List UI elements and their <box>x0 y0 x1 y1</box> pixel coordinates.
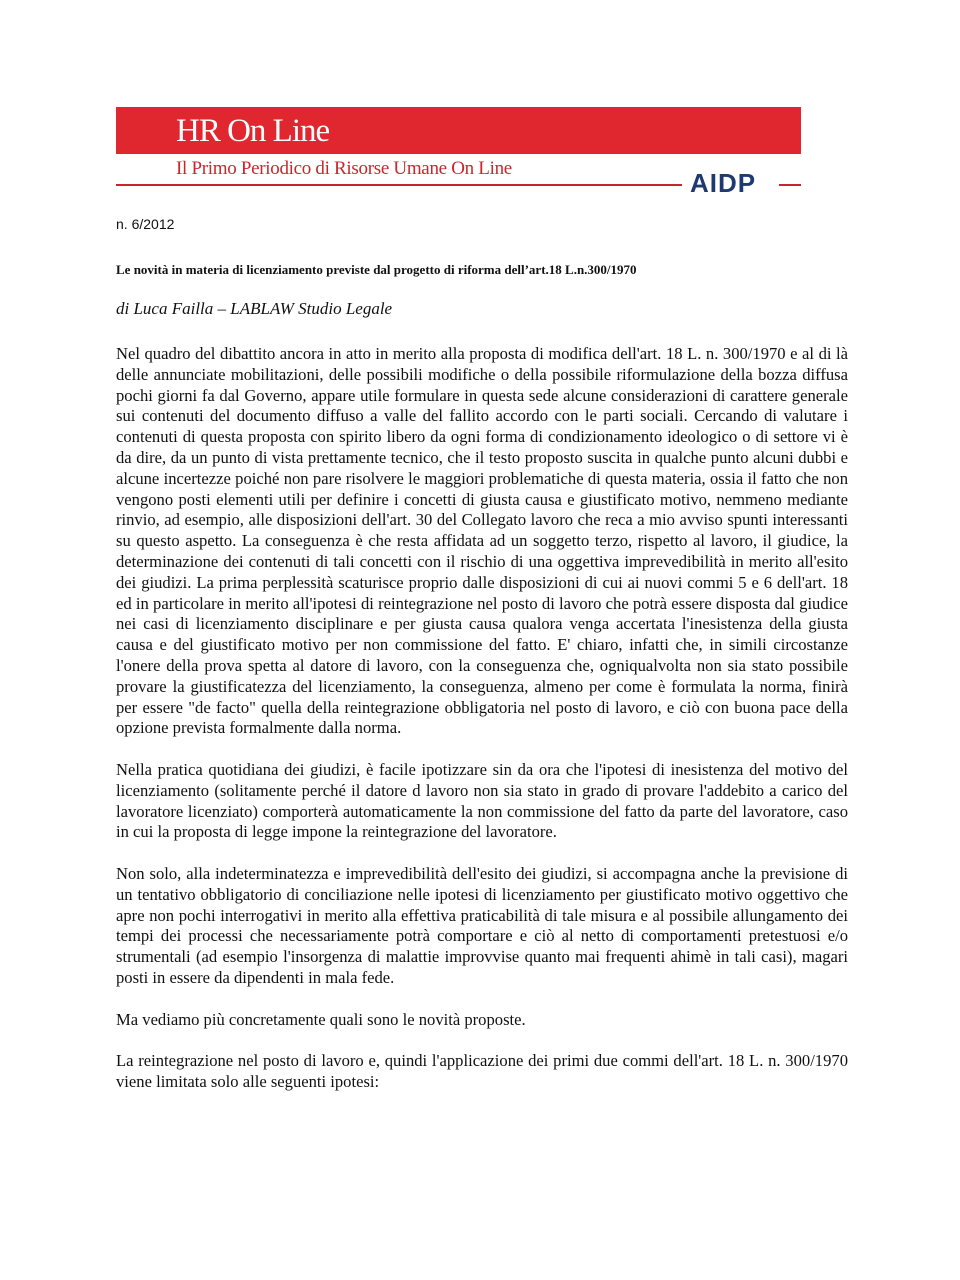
issue-number: n. 6/2012 <box>116 216 175 232</box>
paragraph: La reintegrazione nel posto di lavoro e, quindi l'applicazione dei primi due commi dell'art. 18 L. n. 300/1970 viene limitata solo alle seguenti ipotesi: <box>116 1051 848 1091</box>
paragraph: Nel quadro del dibattito ancora in atto in merito alla proposta di modifica dell'art. 18 L. n. 300/1970 e al di là delle annunciate mobilitazioni, delle possibili modifiche o della possibile riformulazione della bozza diffusa pochi giorni fa dal Governo, appare utile formulare in questa sede alcune considerazioni di carattere generale sui contenuti del documento diffuso a valle del fallito accordo con le parti sociali. Cercando di valutare i contenuti di questa proposta con spirito libero da ogni forma di condizionamento ideologico o di settore vi è da dire, da un punto di vista prettamente tecnico, che il testo proposto suscita in qualche punto alcuni dubbi e alcune incertezze poiché non pare risolvere le maggiori problematiche di questa materia, ossia il fatto che non vengono posti elementi utili per definire i concetti di giusta causa e giustificato motivo, nemmeno mediante rinvio, ad esempio, alle disposizioni dell'art. 30 del Collegato lavoro che reca a mio avviso spunti interessanti su questo aspetto. La conseguenza è che resta affidata ad un soggetto terzo, rispetto al lavoro, il giudice, la determinazione dei contenuti di tali concetti con il rischio di una oggettiva imprevedibilità in merito all'esito dei giudizi. La prima perplessità scaturisce proprio dalle disposizioni di cui ai nuovi commi 5 e 6 dell'art. 18 ed in particolare in merito all'ipotesi di reintegrazione nel posto di lavoro che potrà essere disposta dal giudice nei casi di licenziamento disciplinare e per giusta causa qualora venga accertata l'inesistenza della giusta causa e del giustificato motivo per non commissione del fatto. E' chiaro, infatti che, in simili circostanze l'onere della prova spetta al datore di lavoro, con la conseguenza che, ogniqualvolta non sia stato possibile provare la giustificatezza del licenziamento, la conseguenza, almeno per come è formulata la norma, finirà per essere "de facto" quella della reintegrazione obbligatoria nel posto di lavoro, e ciò con buona pace della opzione prevista formalmente dalla norma. <box>116 344 848 738</box>
paragraph: Nella pratica quotidiana dei giudizi, è facile ipotizzare sin da ora che l'ipotesi di inesistenza del motivo del licenziamento (solitamente perché il datore d lavoro non sia stato in grado di provare l'addebito a carico del lavoratore licenziato) comporterà automaticamente la non commissione del fatto da parte del lavoratore, caso in cui la proposta di legge impone la reintegrazione del lavoratore. <box>116 759 848 842</box>
article-body <box>116 344 848 1113</box>
paragraph: Non solo, alla indeterminatezza e imprevedibilità dell'esito dei giudizi, si accompagna anche la previsione di un tentativo obbligatorio di conciliazione nelle ipotesi di licenziamento per giustificato motivo oggettivo che apre non pochi interrogativi in merito alla effettiva praticabilità di tale misura e al possibile allungamento dei tempi dei processi che necessariamente potrà comportare e ciò al netto di comportamenti pretestuosi e/o strumentali (ad esempio l'insorgenza di malattie improvvise quanto mai frequenti ahimè in tali casi), magari posti in essere da dipendenti in mala fede. <box>116 863 848 987</box>
aidp-logo: AIDP <box>690 168 757 198</box>
article-title: Le novità in materia di licenziamento previste dal progetto di riforma dell’art.18 L.n.300/1970 <box>116 262 637 277</box>
header-rule <box>116 184 682 186</box>
logo-rule <box>779 184 801 186</box>
publication-subtitle: Il Primo Periodico di Risorse Umane On Line <box>176 158 512 179</box>
paragraph: Ma vediamo più concretamente quali sono le novità proposte. <box>116 1009 526 1029</box>
publication-title: HR On Line <box>176 113 330 149</box>
article-byline: di Luca Failla – LABLAW Studio Legale <box>116 299 393 318</box>
